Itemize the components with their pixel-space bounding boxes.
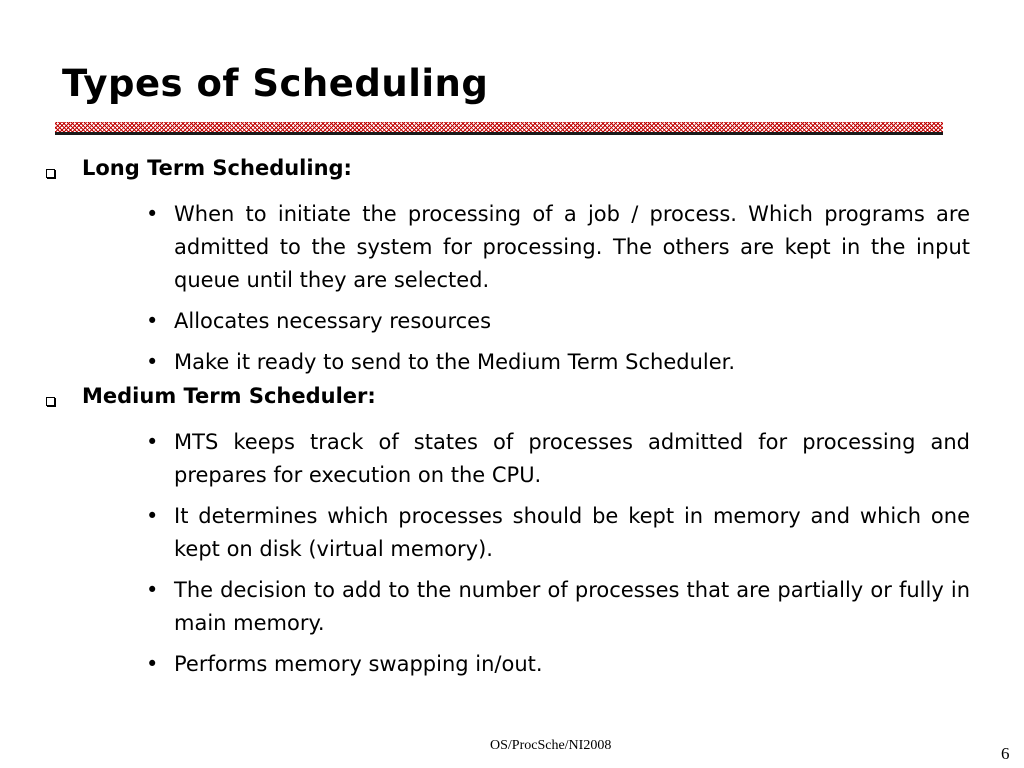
list-item-text: The decision to add to the number of processes that are partially or fully in main memory. bbox=[174, 578, 970, 635]
bullet-icon: • bbox=[146, 578, 159, 602]
bullet-list bbox=[0, 198, 1024, 379]
list-item-text: MTS keeps track of states of processes admitted for processing and prepares for execution on the CPU. bbox=[174, 430, 970, 487]
bullet-icon: • bbox=[146, 309, 159, 333]
section-long-term bbox=[0, 156, 1024, 387]
square-bullet-icon bbox=[46, 397, 55, 406]
list-item bbox=[146, 346, 970, 379]
section-medium-term bbox=[0, 384, 1024, 689]
list-item-text: It determines which processes should be kept in memory and which one kept on disk (virtual memory). bbox=[174, 504, 970, 561]
bullet-icon: • bbox=[146, 430, 159, 454]
list-item bbox=[146, 574, 970, 640]
page-number: 6 bbox=[1001, 744, 1010, 763]
section-heading bbox=[0, 384, 1024, 416]
list-item-text: Make it ready to send to the Medium Term Scheduler. bbox=[174, 350, 736, 374]
list-item bbox=[146, 198, 970, 297]
list-item bbox=[146, 305, 970, 338]
bullet-icon: • bbox=[146, 652, 159, 676]
list-item-text: Performs memory swapping in/out. bbox=[174, 652, 543, 676]
list-item bbox=[146, 426, 970, 492]
section-label: Medium Term Scheduler: bbox=[82, 384, 376, 408]
footer-text: OS/ProcSche/NI2008 bbox=[490, 738, 612, 753]
list-item-text: When to initiate the processing of a job / process. Which programs are admitted to the system for processing. The others are kept in the input queue until they are selected. bbox=[174, 202, 970, 292]
bullet-icon: • bbox=[146, 202, 159, 226]
list-item-text: Allocates necessary resources bbox=[174, 309, 492, 333]
bullet-icon: • bbox=[146, 350, 159, 374]
slide-title: Types of Scheduling bbox=[62, 62, 489, 105]
bullet-icon: • bbox=[146, 504, 159, 528]
list-item bbox=[146, 500, 970, 566]
square-bullet-icon bbox=[46, 169, 55, 178]
list-item bbox=[146, 648, 970, 681]
bullet-list bbox=[0, 426, 1024, 681]
section-label: Long Term Scheduling: bbox=[82, 156, 352, 180]
section-heading bbox=[0, 156, 1024, 188]
